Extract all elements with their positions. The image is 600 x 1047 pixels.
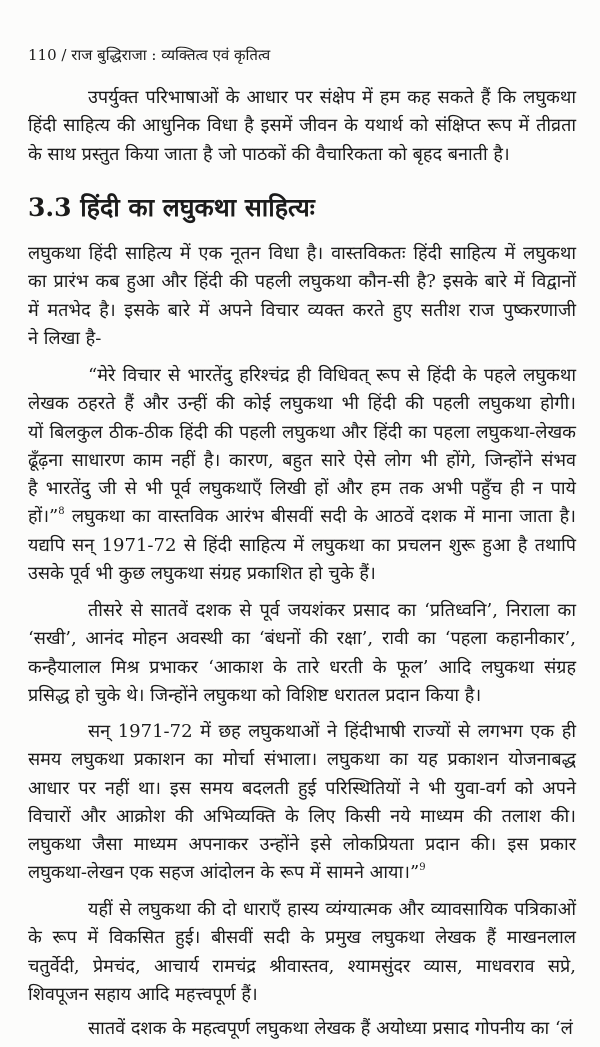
text-line: ने लिखा है-: [28, 327, 102, 349]
text-line: के रूप में विकसित हुई। बीसवीं सदी के प्रमुख लघुकथा लेखक हैं माखनलाल: [28, 927, 576, 949]
quote-end: हों।”: [28, 506, 59, 528]
text-line: समय लघुकथा प्रकाशन का मोर्चा संभाला। लघुकथा का यह प्रकाशन योजनाबद्ध: [28, 749, 576, 771]
text-line: प्रसिद्ध हो चुके थे। जिन्होंने लघुकथा को विशिष्ट धरातल प्रदान किया है।: [28, 684, 482, 706]
text-line: [28, 503, 576, 531]
paragraph-5: [28, 718, 576, 888]
text-line: तीसरे से सातवें दशक से पूर्व जयशंकर प्रसाद का ‘प्रतिध्वनि’, निराला का: [88, 600, 576, 621]
paragraph-6: [28, 896, 576, 1009]
text-line: में मतभेद है। इसके बारे में अपने विचार व्यक्त करते हुए सतीश राज पुष्करणाजी: [28, 299, 576, 321]
text-line: आधार पर नहीं था। इस समय बदलती हुई परिस्थितियों ने भी युवा-वर्ग को अपने: [28, 777, 576, 799]
text-line: लघुकथा जैसा माध्यम अपनाकर उन्होंने इसे लोकप्रियता प्रदान की। इस प्रकार: [28, 834, 576, 856]
section-heading: 3.3 हिंदी का लघुकथा साहित्यः: [28, 193, 315, 222]
text-line: यों बिलकुल ठीक-ठीक हिंदी की पहली लघुकथा और हिंदी का पहला लघुकथा-लेखक: [28, 421, 576, 443]
text-line: [28, 859, 576, 887]
paragraph-7: [28, 1015, 576, 1043]
quote-end: लघुकथा-लेखन एक सहज आंदोलन के रूप में सामने आया।”: [28, 862, 420, 884]
text-line: ‘सखी’, आनंद मोहन अवस्थी का ‘बंधनों की रक्षा’, रावी का ‘पहला कहानीकार’,: [28, 628, 576, 650]
running-head: 110 / राज बुद्धिराजा : व्यक्तित्व एवं कृतित्व: [28, 46, 271, 64]
paragraph-quote: [28, 362, 576, 588]
text-line: “मेरे विचार से भारतेंदु हरिश्चंद्र ही विधिवत् रूप से हिंदी के पहले लघुकथा: [88, 365, 576, 386]
paragraph-1: [28, 84, 576, 169]
text-line: है भारतेंदु जी से भी पूर्व लघुकथाएँ लिखी हों और हम तक अभी पहुँच ही न पाये: [28, 478, 576, 500]
paragraph-4: [28, 597, 576, 710]
text-line: यद्यपि सन् 1971-72 से हिंदी साहित्य में लघुकथा का प्रचलन शुरू हुआ है तथापि: [28, 534, 576, 556]
text-line: लघुकथा हिंदी साहित्य में एक नूतन विधा है। वास्तविकतः हिंदी साहित्य में लघुकथा: [28, 243, 576, 264]
text-continuation: लघुकथा का वास्तविक आरंभ बीसवीं सदी के आठवें दशक में माना जाता है।: [64, 506, 576, 528]
text-line: के साथ प्रस्तुत किया जाता है जो पाठकों की वैचारिकता को बृहद बनाती है।: [28, 143, 510, 165]
text-line: सन् 1971-72 में छह लघुकथाओं ने हिंदीभाषी राज्यों से लगभग एक ही: [88, 721, 576, 742]
text-line: यहीं से लघुकथा की दो धाराएँ हास्य व्यंग्यात्मक और व्यावसायिक पत्रिकाओं: [88, 899, 576, 920]
text-line: चतुर्वेदी, प्रेमचंद, आचार्य रामचंद्र श्रीवास्तव, श्यामसुंदर व्यास, माधवराव सप्रे,: [28, 955, 576, 977]
text-line: विचारों और आक्रोश की अभिव्यक्ति के लिए किसी नये माध्यम की तलाश की।: [28, 805, 576, 827]
text-line: हिंदी साहित्य की आधुनिक विधा है इसमें जीवन के यथार्थ को संक्षिप्त रूप में तीव्रता: [28, 115, 576, 137]
text-line: लेखक ठहरते हैं और उन्हीं की कोई लघुकथा भी हिंदी की पहली लघुकथा होगी।: [28, 393, 576, 415]
text-line: कन्हैयालाल मिश्र प्रभाकर ‘आकाश के तारे धरती के फूल’ आदि लघुकथा संग्रह: [28, 656, 576, 678]
text-line: ढूँढ़ना साधारण काम नहीं है। कारण, बहुत सारे ऐसे लोग भी होंगे, जिन्होंने संभव: [28, 449, 576, 471]
footnote-ref-9[interactable]: 9: [419, 862, 426, 874]
text-line: का प्रारंभ कब हुआ और हिंदी की पहली लघुकथा कौन-सी है? इसके बारे में विद्वानों: [28, 271, 576, 293]
text-line: उसके पूर्व भी कुछ लघुकथा संग्रह प्रकाशित हो चुके हैं।: [28, 563, 376, 585]
text-line: उपर्युक्त परिभाषाओं के आधार पर संक्षेप में हम कह सकते हैं कि लघुकथा: [88, 87, 576, 108]
footnote-ref-8[interactable]: 8: [58, 506, 65, 518]
text-line: शिवपूजन सहाय आदि महत्त्वपूर्ण हैं।: [28, 983, 258, 1005]
text-line: सातवें दशक के महत्वपूर्ण लघुकथा लेखक हैं अयोध्या प्रसाद गोपनीय का ‘लं: [88, 1018, 573, 1039]
paragraph-2: [28, 240, 576, 353]
